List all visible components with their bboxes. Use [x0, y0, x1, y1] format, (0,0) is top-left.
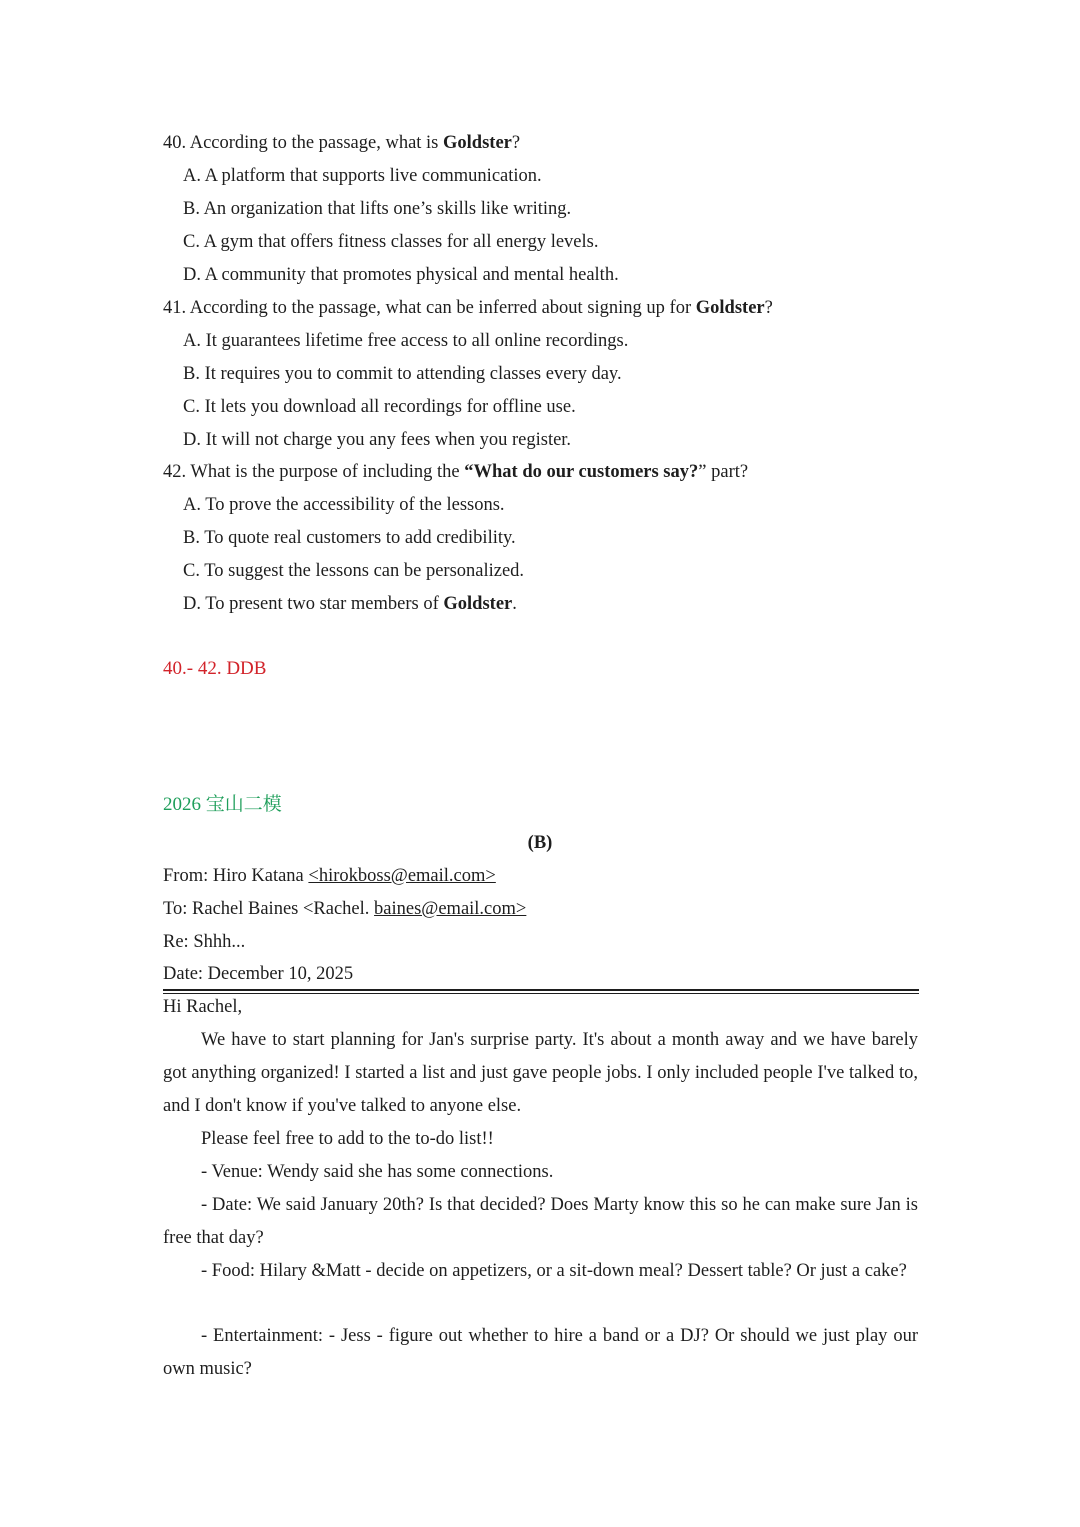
question-41-option-c: C. It lets you download all recordings for offline use.	[183, 397, 576, 417]
header-divider-thick	[163, 989, 919, 991]
email-greeting: Hi Rachel,	[163, 997, 243, 1017]
todo-item-food: - Food: Hilary &Matt - decide on appetizers, or a sit-down meal? Dessert table? Or just a cake?	[201, 1261, 907, 1281]
email-paragraph-2: Please feel free to add to the to-do list!!	[201, 1129, 494, 1149]
question-42-option-a: A. To prove the accessibility of the lessons.	[183, 495, 505, 515]
question-40-option-a: A. A platform that supports live communication.	[183, 166, 542, 186]
question-42-option-b: B. To quote real customers to add credibility.	[183, 528, 516, 548]
email-to-address[interactable]: baines@email.com>	[374, 899, 527, 919]
header-divider-thin	[163, 993, 919, 994]
todo-item-entertainment: - Entertainment: - Jess - figure out whether to hire a band or a DJ? Or should we just play our own music?	[163, 1326, 918, 1379]
email-to: To: Rachel Baines <Rachel. baines@email.com>	[163, 899, 527, 919]
question-41-stem: 41. According to the passage, what can be inferred about signing up for Goldster?	[163, 298, 773, 318]
email-from: From: Hiro Katana <hirokboss@email.com>	[163, 866, 496, 886]
question-40-stem: 40. According to the passage, what is Goldster?	[163, 133, 521, 153]
email-subject: Re: Shhh...	[163, 932, 246, 952]
question-40-option-b: B. An organization that lifts one’s skills like writing.	[183, 199, 572, 219]
question-40-option-d: D. A community that promotes physical and mental health.	[183, 265, 619, 285]
question-40-option-c: C. A gym that offers fitness classes for all energy levels.	[183, 232, 599, 252]
email-from-address[interactable]: <hirokboss@email.com>	[308, 866, 496, 886]
answer-key: 40.- 42. DDB	[163, 658, 267, 679]
question-41-option-a: A. It guarantees lifetime free access to all online recordings.	[183, 331, 629, 351]
question-41-option-d: D. It will not charge you any fees when you register.	[183, 430, 572, 450]
question-42-stem: 42. What is the purpose of including the “What do our customers say?” part?	[163, 462, 749, 482]
source-label: 2026 宝山二模	[163, 794, 282, 815]
todo-item-venue: - Venue: Wendy said she has some connections.	[201, 1162, 554, 1182]
question-42-option-d: D. To present two star members of Goldster.	[183, 594, 517, 614]
email-date: Date: December 10, 2025	[163, 964, 354, 984]
section-label: (B)	[527, 833, 553, 853]
question-41-option-b: B. It requires you to commit to attending classes every day.	[183, 364, 622, 384]
question-42-option-c: C. To suggest the lessons can be personalized.	[183, 561, 525, 581]
todo-item-date: - Date: We said January 20th? Is that decided? Does Marty know this so he can make sure Jan is free that day?	[163, 1195, 918, 1248]
email-paragraph-1: We have to start planning for Jan's surprise party. It's about a month away and we have barely got anything organized! I started a list and just gave people jobs. I only included people I've talked to, and I don't know if you've talked to anyone else.	[163, 1030, 918, 1116]
